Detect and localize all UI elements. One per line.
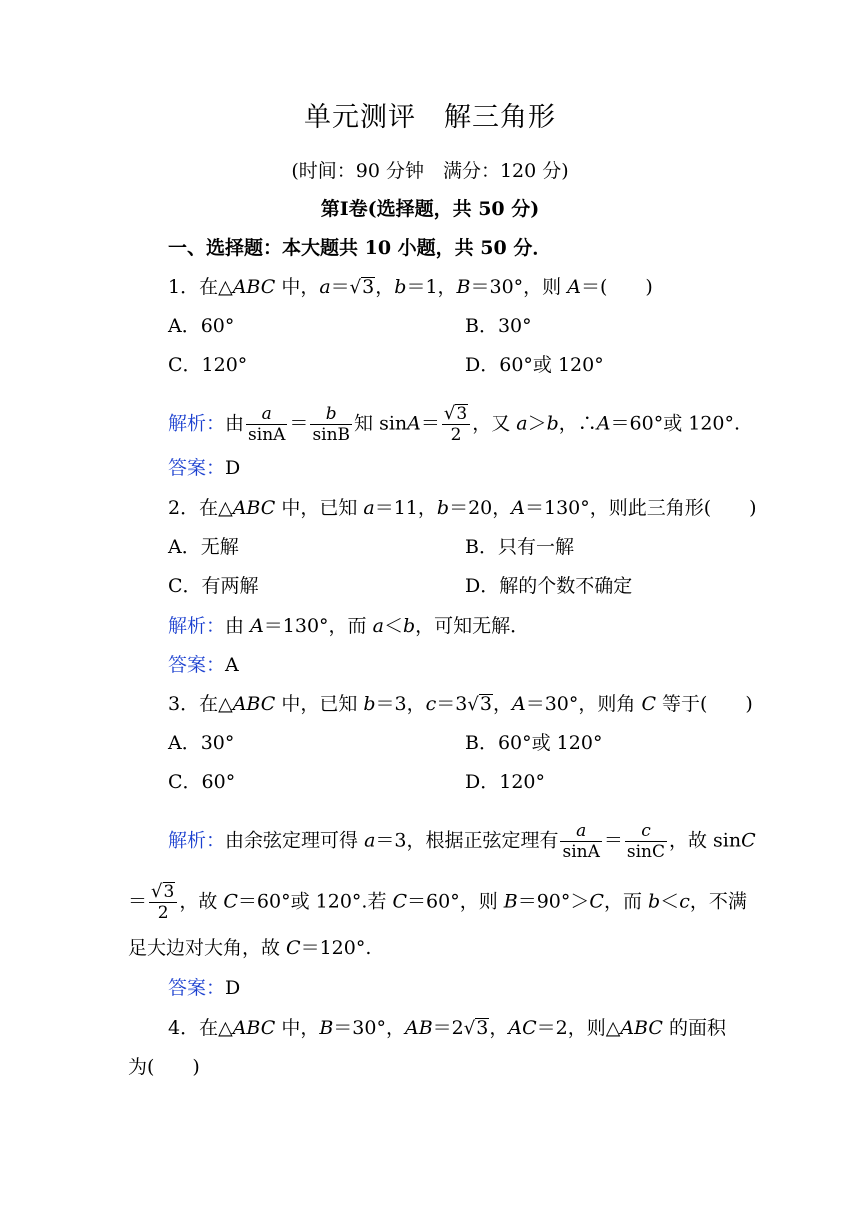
analysis-label: 解析： <box>168 412 226 435</box>
fraction: $\frac{b}{\sin B}$ <box>312 404 351 445</box>
answer-label: 答案： <box>168 977 226 999</box>
question-1-option-b: B．30° <box>465 315 532 337</box>
part-heading: 第Ⅰ卷(选择题，共 50 分) <box>320 198 540 220</box>
question-1-answer: 答案：D <box>168 457 241 479</box>
exam-info: (时间：90 分钟 满分：120 分) <box>291 160 569 182</box>
question-2-option-d: D．解的个数不确定 <box>465 575 633 597</box>
question-2-option-b: B．只有一解 <box>465 536 574 558</box>
question-3-answer: 答案：D <box>168 977 241 999</box>
question-1-option-c: C．120° <box>168 354 248 376</box>
section-heading: 一、选择题：本大题共 10 小题，共 50 分． <box>168 237 552 259</box>
question-3-option-a: A．30° <box>168 732 235 754</box>
answer-label: 答案： <box>168 457 226 479</box>
question-3-stem: 3．在△ABC 中，已知 b＝3，c＝3√3，A＝30°，则角 C 等于( ) <box>168 693 753 715</box>
radical-sign: √ <box>467 694 479 715</box>
question-1-option-d: D．60°或 120° <box>465 354 604 376</box>
question-3-option-b: B．60°或 120° <box>465 732 603 754</box>
question-1-stem: 1．在△ABC 中，a＝√3，b＝1，B＝30°，则 A＝( ) <box>168 276 653 298</box>
question-2-option-a: A．无解 <box>168 536 239 558</box>
page-title: 单元测评 解三角形 <box>304 102 556 133</box>
analysis-label: 解析： <box>168 615 226 637</box>
question-4-stem-line-2: 为( ) <box>128 1056 200 1078</box>
question-3-solution-line-3: 足大边对大角，故 C＝120°. <box>128 937 372 959</box>
question-3-option-c: C．60° <box>168 771 236 793</box>
question-1-solution: 解析：由 $\frac{a}{\sin A}$ ＝ $\frac{b}{\sin B}$ 知 sinA＝ $\frac{√3}{2}$ ，又 a＞b，∴A＝60°或 120°. <box>168 403 741 445</box>
question-3-option-d: D．120° <box>465 771 545 793</box>
question-2-solution: 解析：由 A＝130°，而 a＜b，可知无解． <box>168 615 530 637</box>
question-3-solution-line-2: ＝ $\frac{√3}{2}$ ，故 C＝60°或 120°.若 C＝60°，则 B＝90°＞C，而 b＜c，不满 <box>128 881 747 923</box>
question-1-option-a: A．60° <box>168 315 235 337</box>
analysis-label: 解析： <box>168 829 226 852</box>
fraction: $\frac{√3}{2}$ <box>442 404 470 445</box>
question-2-stem: 2．在△ABC 中，已知 a＝11，b＝20，A＝130°，则此三角形( ) <box>168 497 757 519</box>
question-2-option-c: C．有两解 <box>168 575 259 597</box>
radical-sign: √ <box>349 277 362 298</box>
fraction: $\frac{c}{\sin C}$ <box>626 821 666 862</box>
fraction: $\frac{√3}{2}$ <box>149 882 177 923</box>
fraction: $\frac{a}{\sin A}$ <box>248 404 286 445</box>
answer-label: 答案： <box>168 654 226 676</box>
radical-sign: √ <box>463 1018 476 1039</box>
fraction: $\frac{a}{\sin A}$ <box>562 821 600 862</box>
question-4-stem-line-1: 4．在△ABC 中，B＝30°，AB＝2√3，AC＝2，则△ABC 的面积 <box>168 1017 726 1039</box>
question-3-solution-line-1: 解析：由余弦定理可得 a＝3，根据正弦定理有 $\frac{a}{\sin A}$ ＝ $\frac{c}{\sin C}$ ，故 sinC <box>168 821 756 862</box>
question-2-answer: 答案：A <box>168 654 239 676</box>
